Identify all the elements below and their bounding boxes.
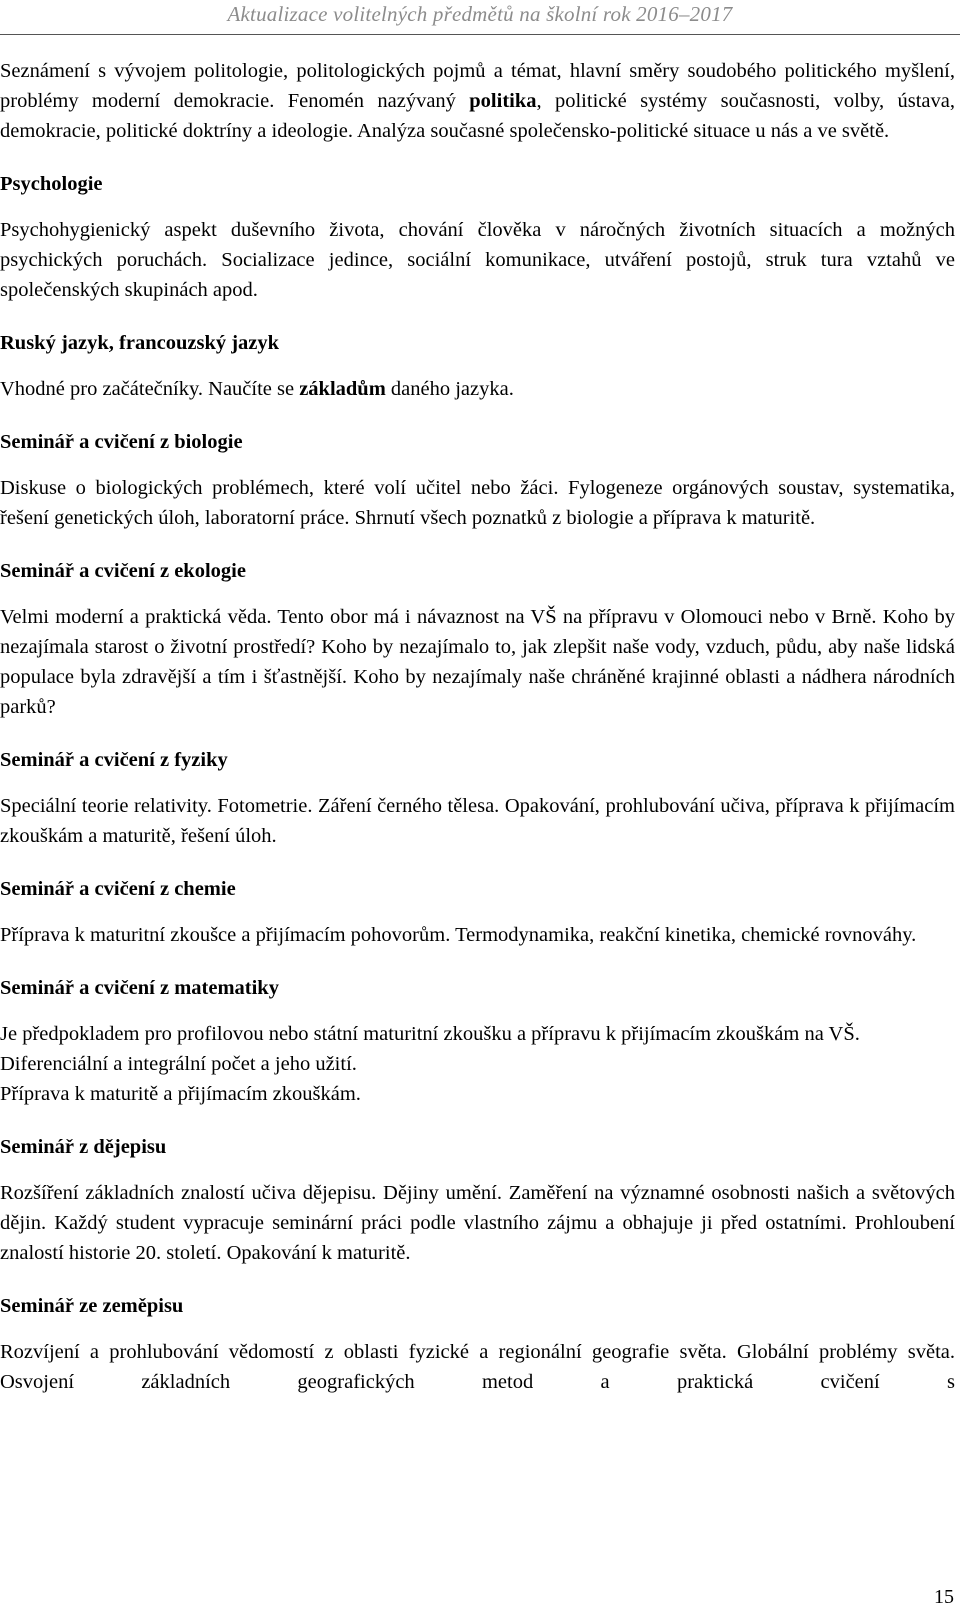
document-body xyxy=(0,56,955,1397)
paragraph-dejepis: Rozšíření základních znalostí učiva dějepisu. Dějiny umění. Zaměření na významné osobnosti našich a světových dějin. Každý student vypracuje seminární práci podle vlastního zájmu a obhajuje ji před ostatními. Prohloubení znalostí historie 20. století. Opakování k maturitě. xyxy=(0,1182,955,1264)
jazyky-text-b: daného jazyka. xyxy=(385,378,514,400)
jazyky-bold-term: základům xyxy=(299,378,386,400)
paragraph-jazyky xyxy=(0,374,955,404)
running-header: Aktualizace volitelných předmětů na školní rok 2016–2017 xyxy=(227,2,733,26)
heading-psychologie: Psychologie xyxy=(0,173,103,195)
paragraph-matematika-line-2: Diferenciální a integrální počet a jeho užití. xyxy=(0,1053,357,1075)
intro-text-a: Seznámení s vývojem politologie, politologických pojmů a témat, hlavní směry soudobého politického myšlení, problémy moderní demokracie. Fenomén nazývaný xyxy=(0,60,955,112)
jazyky-text-a: Vhodné pro začátečníky. Naučíte se xyxy=(0,378,300,400)
paragraph-psychologie: Psychohygienický aspekt duševního života, chování člověka v náročných životních situacích a možných psychických poruchách. Socializace jedince, sociální komunikace, utváření postojů, struk tura vztahů ve společenských skupinách apod. xyxy=(0,219,955,301)
heading-dejepis: Seminář z dějepisu xyxy=(0,1136,167,1158)
intro-text-b: , politické systémy současnosti, volby, ústava, demokracie, politické doktríny a ideologie. Analýza současné společensko-politické situace u nás a ve světě. xyxy=(0,90,955,142)
paragraph-matematika-line-1: Je předpokladem pro profilovou nebo státní maturitní zkoušku a přípravu k přijímacím zkouškám na VŠ. xyxy=(0,1023,860,1045)
header-divider xyxy=(0,34,960,35)
paragraph-matematika-line-3: Příprava k maturitě a přijímacím zkouškám. xyxy=(0,1083,361,1105)
page-number: 15 xyxy=(934,1586,954,1608)
heading-ekologie: Seminář a cvičení z ekologie xyxy=(0,560,246,582)
heading-fyzika: Seminář a cvičení z fyziky xyxy=(0,749,228,771)
paragraph-fyzika: Speciální teorie relativity. Fotometrie. Záření černého tělesa. Opakování, prohlubování učiva, příprava k přijímacím zkouškám a maturitě, řešení úloh. xyxy=(0,795,955,847)
paragraph-ekologie: Velmi moderní a praktická věda. Tento obor má i návaznost na VŠ na přípravu v Olomouci nebo v Brně. Koho by nezajímala starost o životní prostředí? Koho by nezajímalo to, jak zlepšit naše vody, vzduch, půdu, aby naše lidská populace byla zdravější a tím i šťastnější. Koho by nezajímaly naše chráněné krajinné oblasti a nádhera národních parků? xyxy=(0,606,955,718)
heading-zemepis: Seminář ze zeměpisu xyxy=(0,1295,184,1317)
intro-bold-term: politika xyxy=(469,90,537,112)
intro-paragraph xyxy=(0,56,955,146)
heading-matematika: Seminář a cvičení z matematiky xyxy=(0,977,279,999)
heading-chemie: Seminář a cvičení z chemie xyxy=(0,878,236,900)
paragraph-chemie: Příprava k maturitní zkoušce a přijímacím pohovorům. Termodynamika, reakční kinetika, chemické rovnováhy. xyxy=(0,924,917,946)
heading-biologie: Seminář a cvičení z biologie xyxy=(0,431,243,453)
paragraph-biologie: Diskuse o biologických problémech, které volí učitel nebo žáci. Fylogeneze orgánových soustav, systematika, řešení genetických úloh, laboratorní práce. Shrnutí všech poznatků z biologie a příprava k maturitě. xyxy=(0,477,955,529)
heading-jazyky: Ruský jazyk, francouzský jazyk xyxy=(0,332,280,354)
paragraph-zemepis: Rozvíjení a prohlubování vědomostí z oblasti fyzické a regionální geografie světa. Globální problémy světa. Osvojení základních geografických metod a praktická cvičení s xyxy=(0,1341,955,1393)
